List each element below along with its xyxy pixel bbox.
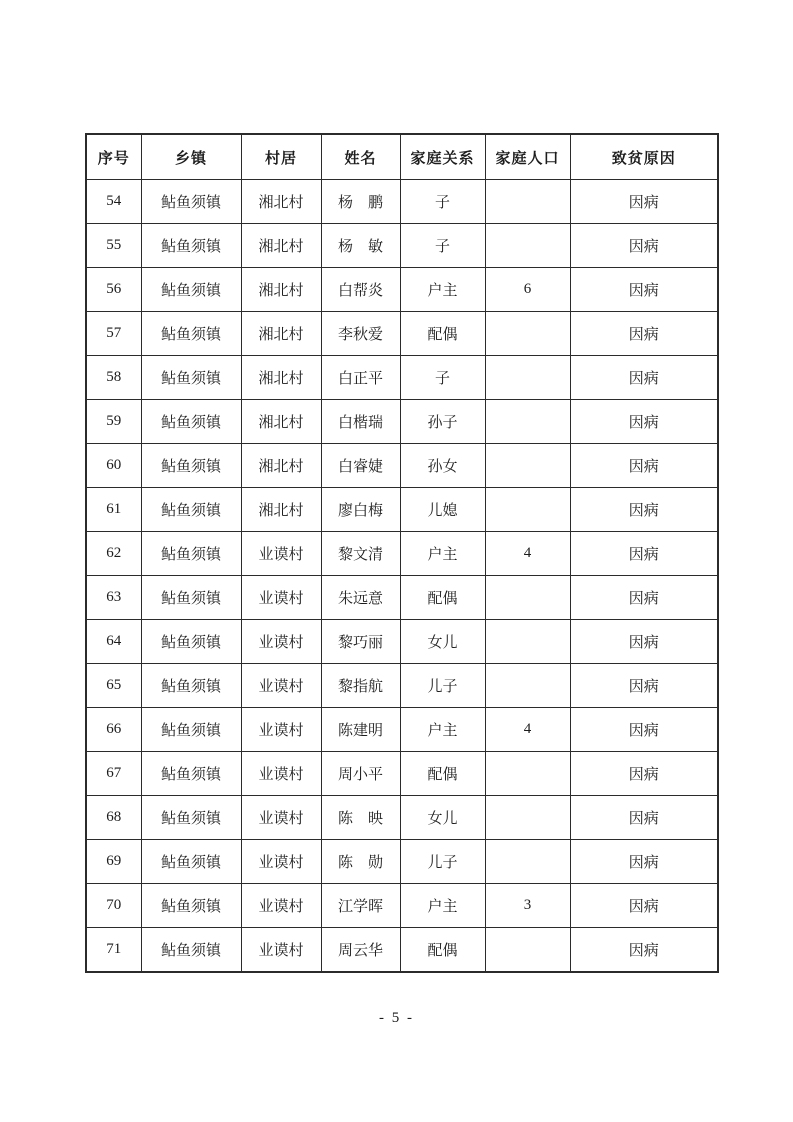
cell-village: 湘北村 [241,400,321,444]
cell-population: 3 [485,884,570,928]
column-header-name: 姓名 [321,134,400,180]
cell-relation: 女儿 [400,620,485,664]
cell-town: 鲇鱼须镇 [141,180,241,224]
cell-village: 湘北村 [241,488,321,532]
cell-name: 黎文清 [321,532,400,576]
table-row [86,268,718,312]
cell-relation: 配偶 [400,312,485,356]
table-body [86,180,718,973]
table-row [86,576,718,620]
cell-town: 鲇鱼须镇 [141,268,241,312]
table-row [86,312,718,356]
cell-seq: 60 [86,444,141,488]
cell-town: 鲇鱼须镇 [141,796,241,840]
cell-seq: 69 [86,840,141,884]
cell-town: 鲇鱼须镇 [141,576,241,620]
cell-relation: 儿子 [400,664,485,708]
cell-cause: 因病 [570,708,718,752]
cell-town: 鲇鱼须镇 [141,884,241,928]
cell-relation: 配偶 [400,576,485,620]
cell-town: 鲇鱼须镇 [141,400,241,444]
cell-population [485,752,570,796]
cell-population [485,400,570,444]
cell-name: 陈 勋 [321,840,400,884]
cell-relation: 孙子 [400,400,485,444]
cell-village: 业谟村 [241,752,321,796]
cell-population [485,796,570,840]
cell-name: 朱远意 [321,576,400,620]
cell-village: 湘北村 [241,356,321,400]
cell-village: 业谟村 [241,576,321,620]
cell-seq: 62 [86,532,141,576]
cell-cause: 因病 [570,752,718,796]
table-row [86,488,718,532]
cell-cause: 因病 [570,884,718,928]
page-number: - 5 - [379,1010,414,1026]
cell-population [485,180,570,224]
cell-relation: 户主 [400,884,485,928]
cell-village: 湘北村 [241,224,321,268]
table-row [86,664,718,708]
cell-relation: 子 [400,180,485,224]
cell-cause: 因病 [570,576,718,620]
table-row [86,620,718,664]
cell-town: 鲇鱼须镇 [141,488,241,532]
cell-town: 鲇鱼须镇 [141,532,241,576]
cell-relation: 女儿 [400,796,485,840]
cell-seq: 70 [86,884,141,928]
cell-population [485,928,570,973]
table-row [86,928,718,973]
cell-cause: 因病 [570,532,718,576]
table-row [86,356,718,400]
cell-relation: 儿子 [400,840,485,884]
column-header-village: 村居 [241,134,321,180]
cell-relation: 户主 [400,268,485,312]
table-row [86,752,718,796]
cell-village: 湘北村 [241,268,321,312]
cell-relation: 子 [400,224,485,268]
cell-cause: 因病 [570,928,718,973]
cell-relation: 孙女 [400,444,485,488]
cell-cause: 因病 [570,312,718,356]
cell-population [485,488,570,532]
column-header-population: 家庭人口 [485,134,570,180]
cell-population [485,576,570,620]
cell-seq: 54 [86,180,141,224]
column-header-town: 乡镇 [141,134,241,180]
cell-name: 白睿婕 [321,444,400,488]
cell-name: 杨 敏 [321,224,400,268]
cell-town: 鲇鱼须镇 [141,356,241,400]
cell-name: 黎指航 [321,664,400,708]
cell-population [485,664,570,708]
cell-name: 杨 鹏 [321,180,400,224]
cell-cause: 因病 [570,400,718,444]
cell-cause: 因病 [570,268,718,312]
cell-seq: 58 [86,356,141,400]
cell-town: 鲇鱼须镇 [141,444,241,488]
cell-name: 周云华 [321,928,400,973]
cell-cause: 因病 [570,444,718,488]
table-row [86,180,718,224]
cell-village: 业谟村 [241,708,321,752]
cell-relation: 户主 [400,708,485,752]
table-row [86,884,718,928]
table-header-row [86,134,718,180]
cell-population [485,620,570,664]
cell-relation: 子 [400,356,485,400]
cell-village: 湘北村 [241,444,321,488]
cell-village: 业谟村 [241,884,321,928]
cell-name: 陈 映 [321,796,400,840]
cell-town: 鲇鱼须镇 [141,620,241,664]
cell-seq: 57 [86,312,141,356]
cell-population [485,312,570,356]
cell-town: 鲇鱼须镇 [141,752,241,796]
cell-town: 鲇鱼须镇 [141,312,241,356]
cell-seq: 67 [86,752,141,796]
cell-relation: 配偶 [400,752,485,796]
cell-town: 鲇鱼须镇 [141,224,241,268]
cell-relation: 配偶 [400,928,485,973]
cell-population: 4 [485,532,570,576]
cell-seq: 64 [86,620,141,664]
cell-name: 白楷瑞 [321,400,400,444]
cell-cause: 因病 [570,796,718,840]
cell-population [485,444,570,488]
cell-village: 湘北村 [241,312,321,356]
cell-seq: 68 [86,796,141,840]
cell-relation: 户主 [400,532,485,576]
cell-seq: 61 [86,488,141,532]
cell-cause: 因病 [570,356,718,400]
cell-population [485,356,570,400]
cell-village: 业谟村 [241,620,321,664]
cell-village: 业谟村 [241,796,321,840]
cell-cause: 因病 [570,224,718,268]
cell-population [485,224,570,268]
column-header-relation: 家庭关系 [400,134,485,180]
cell-name: 李秋爱 [321,312,400,356]
cell-seq: 55 [86,224,141,268]
cell-village: 业谟村 [241,532,321,576]
cell-cause: 因病 [570,620,718,664]
cell-town: 鲇鱼须镇 [141,840,241,884]
cell-cause: 因病 [570,180,718,224]
cell-cause: 因病 [570,664,718,708]
cell-name: 白正平 [321,356,400,400]
cell-seq: 56 [86,268,141,312]
cell-seq: 71 [86,928,141,973]
table-row [86,840,718,884]
cell-town: 鲇鱼须镇 [141,708,241,752]
table-row [86,400,718,444]
cell-cause: 因病 [570,488,718,532]
cell-seq: 59 [86,400,141,444]
cell-village: 业谟村 [241,664,321,708]
cell-seq: 65 [86,664,141,708]
table-row [86,796,718,840]
cell-seq: 63 [86,576,141,620]
cell-relation: 儿媳 [400,488,485,532]
cell-name: 黎巧丽 [321,620,400,664]
cell-name: 白帮炎 [321,268,400,312]
cell-cause: 因病 [570,840,718,884]
cell-village: 业谟村 [241,840,321,884]
table-row [86,708,718,752]
cell-seq: 66 [86,708,141,752]
cell-town: 鲇鱼须镇 [141,928,241,973]
cell-village: 湘北村 [241,180,321,224]
column-header-seq: 序号 [86,134,141,180]
table-row [86,224,718,268]
cell-name: 廖白梅 [321,488,400,532]
table-row [86,444,718,488]
cell-town: 鲇鱼须镇 [141,664,241,708]
cell-population [485,840,570,884]
cell-name: 周小平 [321,752,400,796]
column-header-cause: 致贫原因 [570,134,718,180]
poverty-household-table [85,133,719,973]
table-row [86,532,718,576]
cell-name: 江学晖 [321,884,400,928]
cell-population: 4 [485,708,570,752]
cell-name: 陈建明 [321,708,400,752]
cell-village: 业谟村 [241,928,321,973]
cell-population: 6 [485,268,570,312]
